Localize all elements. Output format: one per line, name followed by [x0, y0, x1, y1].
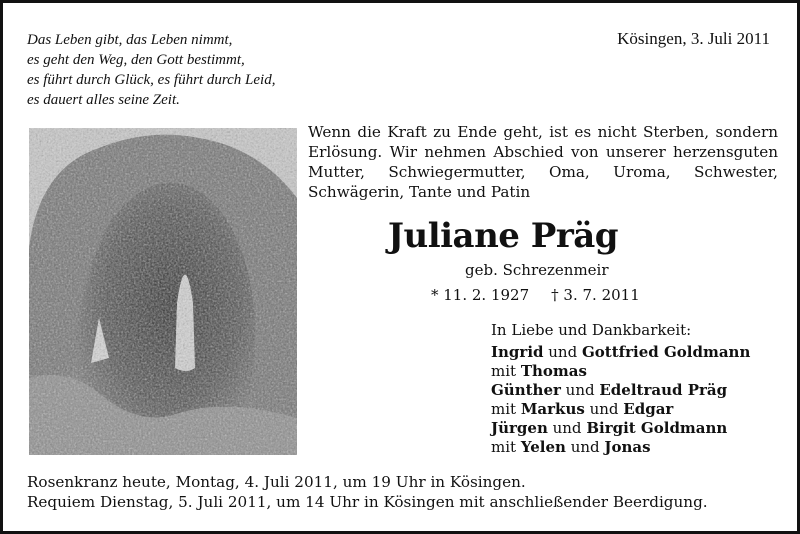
- mourner-line: Jürgen und Birgit Goldmann: [491, 419, 728, 437]
- mourners-lead: In Liebe und Dankbarkeit:: [491, 321, 692, 339]
- mourners-list: [491, 321, 750, 457]
- requiem-info: Requiem Dienstag, 5. Juli 2011, um 14 Uhr in Kösingen mit anschließender Beerdigung.: [27, 493, 708, 511]
- mourner-line: Günther und Edeltraud Präg: [491, 381, 728, 399]
- grotto-image: [29, 128, 297, 455]
- death-date: † 3. 7. 2011: [551, 286, 640, 304]
- mourner-line: mit Markus und Edgar: [491, 400, 674, 418]
- rosary-info: Rosenkranz heute, Montag, 4. Juli 2011, um 19 Uhr in Kösingen.: [27, 473, 526, 491]
- poem-line: Das Leben gibt, das Leben nimmt,: [27, 32, 233, 48]
- poem-line: es führt durch Glück, es führt durch Leid,: [27, 72, 276, 88]
- intro-text: Wenn die Kraft zu Ende geht, ist es nicht Sterben, sondern Erlösung. Wir nehmen Abschied von unserer herzensguten Mutter, Schwiegermutter, Oma, Uroma, Schwester, Schwägerin, Tante und Patin: [308, 123, 778, 201]
- mourner-line: mit Yelen und Jonas: [491, 438, 651, 456]
- maiden-name: geb. Schrezenmeir: [465, 261, 609, 279]
- birth-date: * 11. 2. 1927: [431, 286, 530, 304]
- mourner-line: mit Thomas: [491, 362, 587, 380]
- poem: [27, 30, 275, 110]
- place-and-date: Kösingen, 3. Juli 2011: [617, 29, 770, 48]
- life-dates: [431, 286, 640, 304]
- deceased-name: Juliane Präg: [387, 216, 619, 256]
- service-info: [27, 472, 708, 512]
- grotto-photo: [29, 128, 297, 455]
- poem-line: es geht den Weg, den Gott bestimmt,: [27, 52, 245, 68]
- mourner-line: Ingrid und Gottfried Goldmann: [491, 343, 751, 361]
- poem-line: es dauert alles seine Zeit.: [27, 92, 180, 108]
